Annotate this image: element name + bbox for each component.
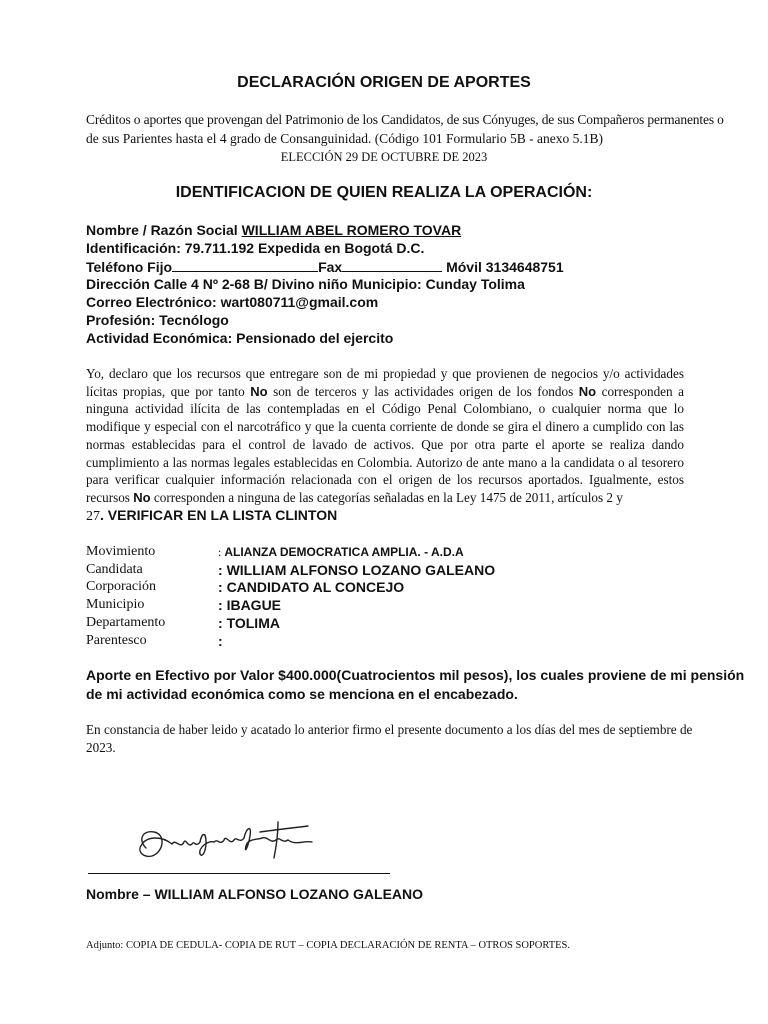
signature-line: [88, 873, 390, 874]
document-title: DECLARACIÓN ORIGEN DE APORTES: [237, 74, 531, 91]
declaration-no-3: No: [133, 489, 151, 505]
declaration-text-1: Yo, declaro que los recursos que entregare son de mi propiedad y que provienen de negocios y/o actividades lícitas propias, que por tanto: [86, 366, 684, 399]
declaration-text-2: son de terceros y las actividades origen de los fondos: [267, 383, 579, 399]
aporte-line-1: Aporte en Efectivo por Valor $400.000(Cuatrocientos mil pesos), los cuales proviene de mi pensión: [86, 667, 745, 683]
field-label: Movimiento: [86, 544, 156, 559]
clinton-row: [86, 507, 337, 525]
constancia-line-2: 2023.: [86, 740, 116, 755]
section-title: IDENTIFICACION DE QUIEN REALIZA LA OPERACIÓN:: [175, 184, 593, 201]
field-value-text: CANDIDATO AL CONCEJO: [226, 579, 405, 595]
clinton-check: . VERIFICAR EN LA LISTA CLINTON: [100, 507, 338, 523]
telefono-blank: [172, 258, 318, 272]
declaration-paragraph: [86, 365, 684, 507]
field-label: Parentesco: [86, 633, 147, 648]
article-27: 27: [86, 509, 100, 524]
field-value: [218, 562, 495, 578]
correo-row: Correo Electrónico: wart080711@gmail.com: [86, 294, 379, 310]
field-value: [218, 545, 464, 560]
field-label: Municipio: [86, 597, 145, 612]
declaration-no-2: No: [578, 383, 597, 399]
field-label: Departamento: [86, 615, 166, 630]
field-sep: :: [218, 545, 225, 559]
field-sep: :: [218, 562, 227, 578]
field-value: [218, 579, 404, 595]
field-value: [218, 633, 223, 649]
nombre-value: WILLIAM ABEL ROMERO TOVAR: [241, 222, 462, 238]
signature-image: [128, 818, 318, 870]
election-date: ELECCIÓN 29 DE OCTUBRE DE 2023: [280, 150, 488, 164]
signature-name: Nombre – WILLIAM ALFONSO LOZANO GALEANO: [86, 886, 424, 902]
declaration-text-3: corresponden a ninguna actividad ilícita de las contempladas en el Código Penal Colombiano, o cualquier norma que lo modifique y especial con el narcotráfico y que la cuenta corriente de donde se gira el dinero a cumplido con las normas establecidas para el control de lavado de activos. Que por otra parte el aporte se realiza dando cumplimiento a las normas legales establecidas en Colombia. Autorizo de ante mano a la candidata o al tesorero para verificar cualquier información relacionada con el origen de los recursos aportados. Igualmente, estos recursos: [86, 383, 685, 505]
nombre-label: Nombre / Razón Social: [86, 222, 242, 238]
field-value-text: TOLIMA: [226, 615, 280, 631]
field-label: Candidata: [86, 562, 143, 577]
fax-label: Fax: [318, 259, 343, 275]
direccion-row: Dirección Calle 4 Nº 2-68 B/ Divino niño Municipio: Cunday Tolima: [86, 276, 525, 292]
declaration-text-4: corresponden a ninguna de las categorías señaladas en la Ley 1475 de 2011, artículos 2 y: [150, 489, 623, 505]
field-sep: :: [218, 579, 227, 595]
adjunto-note: Adjunto: COPIA DE CEDULA- COPIA DE RUT – COPIA DECLARACIÓN DE RENTA – OTROS SOPORTES.: [86, 940, 570, 951]
field-value: [218, 615, 280, 631]
telefono-row: [86, 258, 564, 275]
field-value-text: IBAGUE: [226, 597, 282, 613]
field-value: [218, 597, 281, 613]
profesion-row: Profesión: Tecnólogo: [86, 312, 229, 328]
field-sep: :: [218, 615, 227, 631]
identificacion-row: Identificación: 79.711.192 Expedida en Bogotá D.C.: [86, 240, 425, 256]
fax-blank: [342, 258, 442, 272]
constancia-line-1: En constancia de haber leido y acatado lo anterior firmo el presente documento a los días del mes de septiembre de: [86, 722, 693, 737]
declaration-no-1: No: [250, 383, 268, 399]
field-label: Corporación: [86, 579, 156, 594]
nombre-row: [86, 222, 469, 238]
field-sep: :: [218, 597, 227, 613]
actividad-row: Actividad Económica: Pensionado del ejercito: [86, 330, 394, 346]
field-sep: :: [218, 633, 223, 649]
intro-line-1: Créditos o aportes que provengan del Patrimonio de los Candidatos, de sus Cónyuges, de sus Compañeros permanentes o: [86, 112, 724, 127]
movil: Móvil 3134648751: [442, 259, 564, 275]
aporte-line-2: de mi actividad económica como se menciona en el encabezado.: [86, 686, 518, 702]
telefono-label: Teléfono Fijo: [86, 259, 173, 275]
intro-line-2: de sus Parientes hasta el 4 grado de Consanguinidad. (Código 101 Formulario 5B - anexo 5.1B): [86, 131, 604, 146]
field-value-text: ALIANZA DEMOCRATICA AMPLIA. - A.D.A: [224, 545, 464, 559]
field-value-text: WILLIAM ALFONSO LOZANO GALEANO: [226, 562, 496, 578]
